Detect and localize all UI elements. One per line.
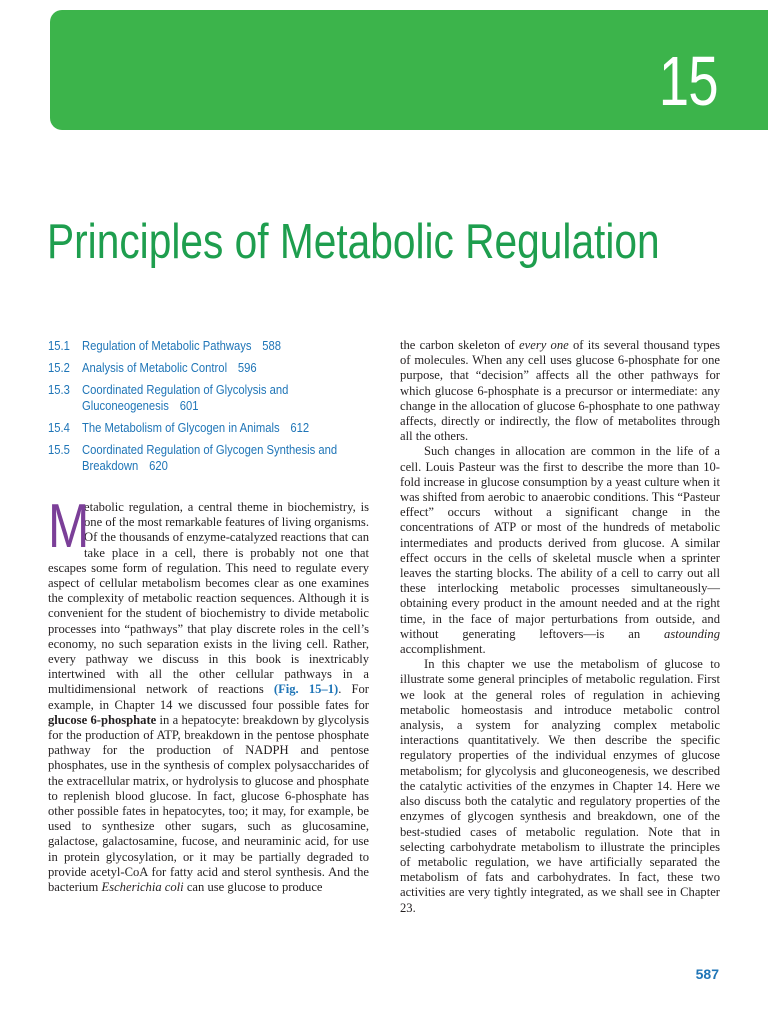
toc-page-number: 612: [290, 421, 310, 435]
italic-term: Escherichia coli: [101, 880, 184, 895]
chapter-number: 15: [658, 42, 718, 120]
italic-term: every one: [519, 338, 569, 352]
toc-item[interactable]: [48, 442, 388, 474]
table-of-contents: [48, 338, 388, 480]
toc-section-number: 15.5: [48, 443, 70, 457]
toc-item[interactable]: [48, 338, 388, 354]
drop-cap: M: [48, 492, 90, 561]
toc-section-title: Coordinated Regulation of Glycogen Synthesis and: [82, 443, 338, 457]
body-paragraph: the carbon skeleton of every one of its several thousand types of molecules. When any cell uses glucose 6-phosphate for one purpose, that “decision” affects all the other pathways for which glucose 6-phosphate is a precursor or intermediate: any change in the allocation of glucose 6-phosphate to one pathway affects, directly or indirectly, the flow of metabolites through all the others.: [400, 338, 721, 444]
toc-item[interactable]: [48, 420, 388, 436]
body-paragraph: Such changes in allocation are common in the life of a cell. Louis Pasteur was the first to describe the more than 10-fold increase in glucose consumption by a yeast culture when it was shifted from aerobic to anaerobic conditions. This “Pasteur effect” occurs without a significant change in the concentrations of ATP or most of the hundreds of metabolic intermediates and products derived from glucose. A similar effect occurs in the cells of skeletal muscle when a sprinter leaves the starting blocks. The ability of a cell to carry out all these interlocking metabolic processes simultaneously—obtaining every product in the amount needed and at the right time, in the face of major perturbations from outside, and without generating leftovers—is an astounding accomplishment.: [400, 444, 720, 657]
toc-section-number: 15.4: [48, 421, 70, 435]
toc-section-title: Analysis of Metabolic Control: [82, 361, 228, 375]
toc-section-title: Regulation of Metabolic Pathways: [82, 339, 252, 353]
toc-page-number: 601: [179, 399, 199, 413]
key-term: glucose 6-phosphate: [48, 712, 157, 727]
body-paragraph: M etabolic regulation, a central theme in biochemistry, is one of the most remarkable features of living organisms. Of the thousands of enzyme-catalyzed reactions that can take place in a cell, there is probably not one that escapes some form of regulation. This need to regulate every aspect of cellular metabolism becomes clear as one examines the complexity of metabolic reaction sequences. Although it is convenient for the student of biochemistry to divide metabolic processes into “pathways” that play discrete roles in the cell’s economy, no such separation exists in the living cell. Rather, every pathway we discuss in this book is inextricably intertwined with all the other cellular pathways in a multidimensional network of reactions (Fig. 15–1). For example, in Chapter 14 we discussed four possible fates for glucose 6-phosphate in a hepatocyte: breakdown by glycolysis for the production of ATP, breakdown in the pentose phosphate pathway for the production of NADPH and pentose phosphates, use in the synthesis of complex polysaccharides of the extracellular matrix, or hydrolysis to glucose and phosphate to replenish blood glucose. In fact, glucose 6-phosphate has other possible fates in hepatocytes, too; it may, for example, be used to synthesize other sugars, such as glucosamine, galactose, galactosamine, fucose, and neuraminic acid, for use in protein glycosylation, or it may be partially degraded to provide acetyl-CoA for fatty acid and sterol synthesis. And the bacterium Escherichia coli can use glucose to produce: [48, 492, 369, 895]
toc-section-number: 15.2: [48, 361, 70, 375]
toc-section-title-cont: Gluconeogenesis: [82, 399, 169, 413]
toc-page-number: 588: [262, 339, 282, 353]
toc-page-number: 620: [149, 459, 168, 473]
chapter-banner: [50, 10, 768, 130]
body-column-right: [400, 338, 720, 916]
chapter-title: Principles of Metabolic Regulation: [47, 215, 660, 269]
body-column-left: [48, 492, 369, 895]
toc-section-number: 15.1: [48, 339, 70, 353]
toc-section-title-cont: Breakdown: [82, 459, 139, 473]
toc-item[interactable]: [48, 360, 388, 376]
toc-section-title: The Metabolism of Glycogen in Animals: [82, 421, 280, 435]
italic-term: astounding: [664, 626, 720, 641]
toc-section-number: 15.3: [48, 383, 70, 397]
toc-item[interactable]: [48, 382, 388, 414]
body-paragraph: In this chapter we use the metabolism of glucose to illustrate some general principles of metabolic regulation. First we look at the general roles of regulation in achieving metabolic homeostasis and introduce metabolic control analysis, a system for analyzing complex metabolic interactions quantitatively. We then describe the specific regulatory properties of the individual enzymes of glucose metabolism; for glycolysis and gluconeogenesis, we described the catalytic activities of the enzymes in Chapter 14. Here we also discuss both the catalytic and regulatory properties of the enzymes of glycogen synthesis and breakdown, one of the best-studied cases of metabolic regulation. Note that in selecting carbohydrate metabolism to illustrate the principles of metabolic regulation, we have artificially separated the metabolism of fats and carbohydrates. In fact, these two activities are very tightly integrated, as we shall see in Chapter 23.: [400, 657, 720, 915]
toc-section-title: Coordinated Regulation of Glycolysis and: [82, 383, 289, 397]
toc-page-number: 596: [237, 361, 257, 375]
page-number: 587: [695, 966, 719, 982]
figure-reference[interactable]: (Fig. 15–1): [273, 682, 339, 697]
